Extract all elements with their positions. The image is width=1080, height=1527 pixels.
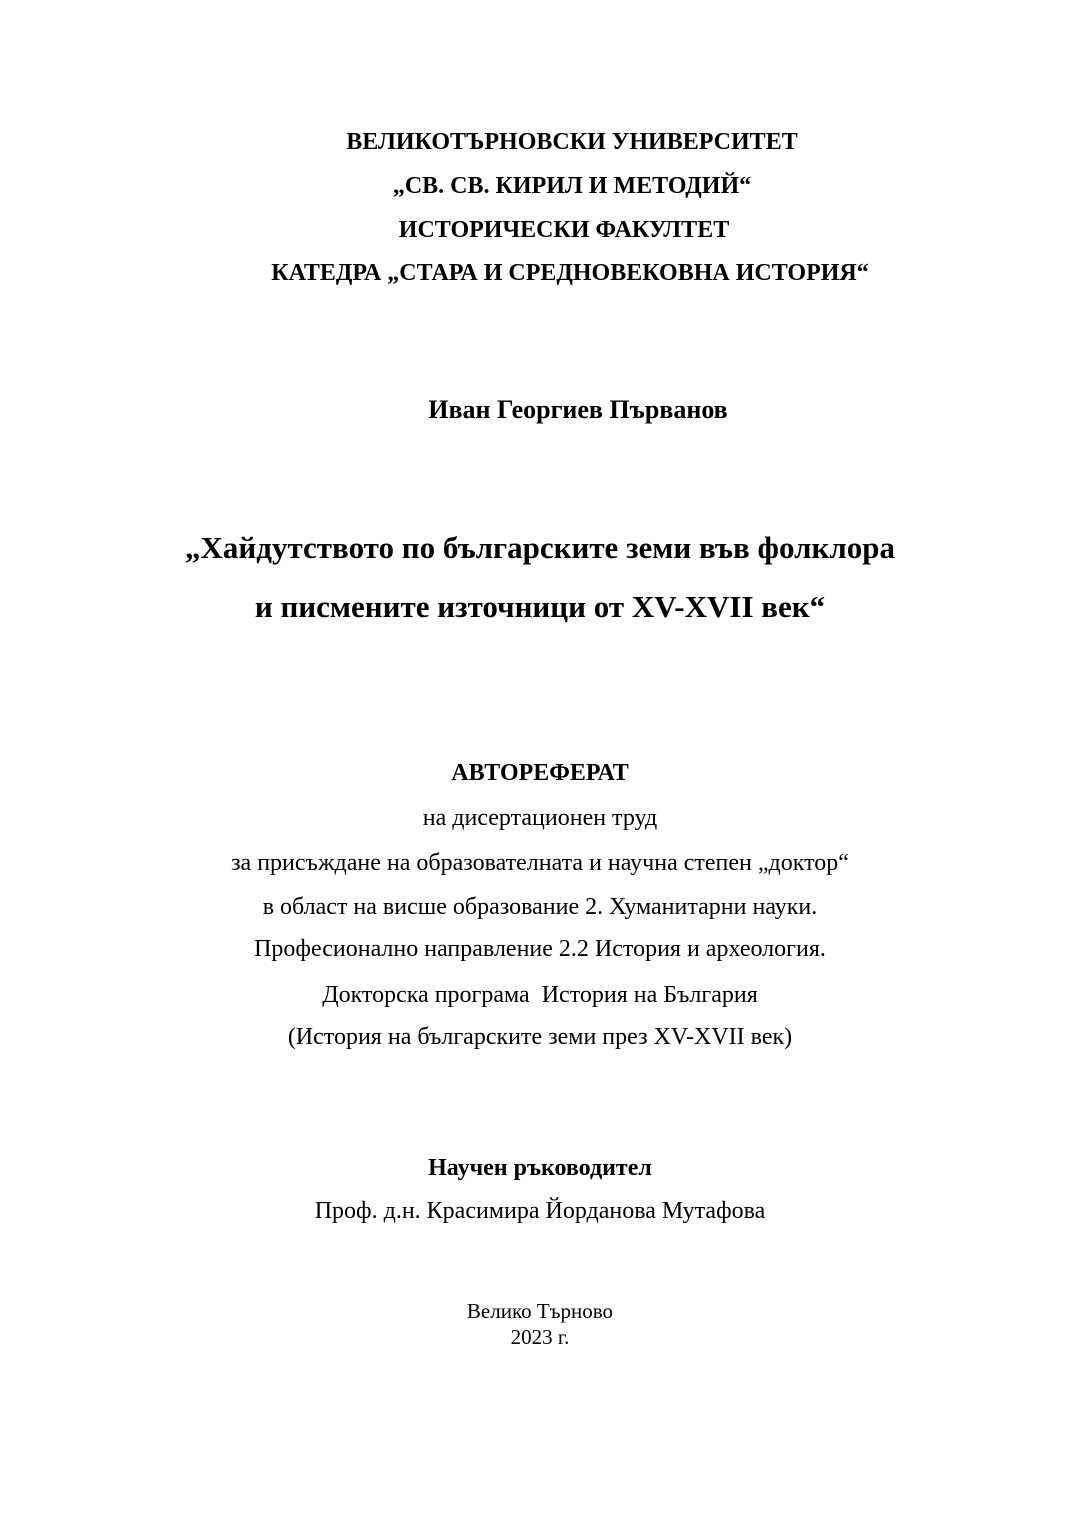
city: Велико Търново (466, 1299, 614, 1323)
abstract-line: (История на българските земи през XV-XVII век) (287, 1024, 793, 1050)
thesis-title-line-1: „Хайдутството по българските земи във фолклора (185, 530, 895, 565)
abstract-line: за присъждане на образователната и научна степен „доктор“ (231, 850, 849, 876)
department-name: КАТЕДРА „СТАРА И СРЕДНОВЕКОВНА ИСТОРИЯ“ (271, 260, 869, 286)
abstract-line: Докторска програма История на България (322, 982, 758, 1008)
university-name: ВЕЛИКОТЪРНОВСКИ УНИВЕРСИТЕТ (346, 129, 798, 155)
faculty-name: ИСТОРИЧЕСКИ ФАКУЛТЕТ (398, 217, 730, 243)
supervisor-label: Научен ръководител (428, 1155, 652, 1181)
abstract-line: на дисертационен труд (422, 805, 658, 831)
year: 2023 г. (510, 1325, 570, 1349)
author-name: Иван Георгиев Първанов (428, 395, 728, 424)
university-patrons: „СВ. СВ. КИРИЛ И МЕТОДИЙ“ (392, 173, 752, 199)
abstract-line: в област на висше образование 2. Хуманитарни науки. (262, 894, 818, 920)
thesis-title-line-2: и писмените източници от XV-XVII век“ (254, 589, 826, 624)
supervisor-name: Проф. д.н. Красимира Йорданова Мутафова (314, 1198, 766, 1224)
abstract-heading: АВТОРЕФЕРАТ (451, 760, 629, 786)
abstract-line: Професионално направление 2.2 История и археология. (254, 936, 826, 962)
